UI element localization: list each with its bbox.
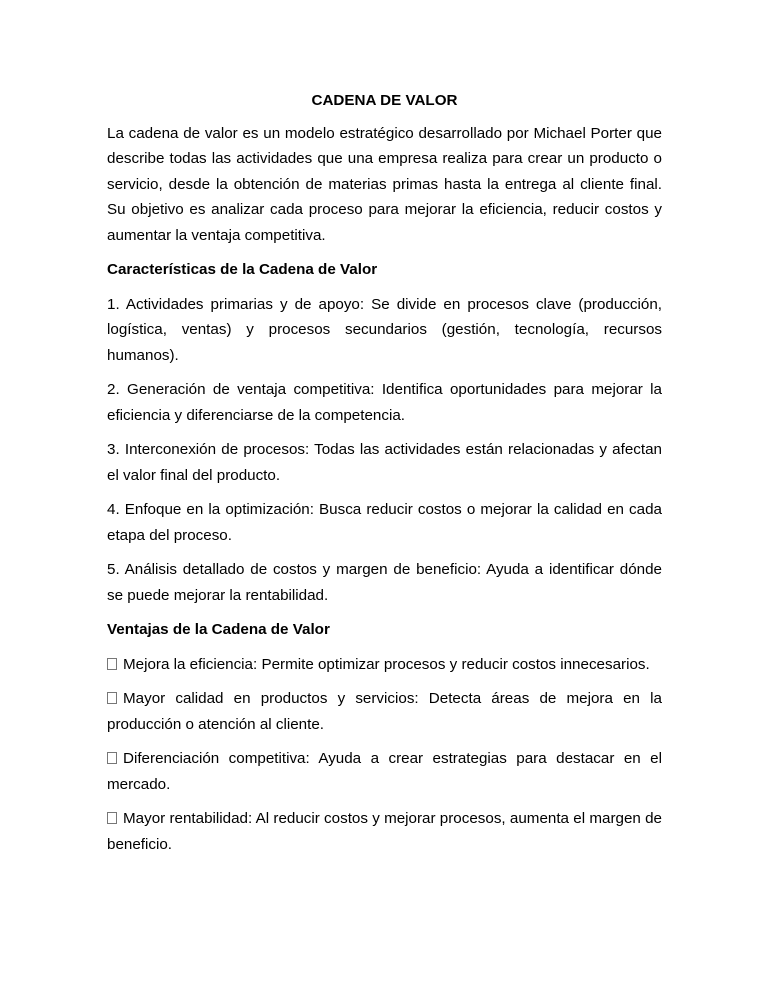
advantage-item [107,652,662,678]
document-title: CADENA DE VALOR [311,92,458,109]
missing-glyph-box-icon [107,658,117,670]
missing-glyph-box-icon [107,752,117,764]
advantage-text: Diferenciación competitiva: Ayuda a crear estrategias para destacar en el mercado. [107,750,662,793]
advantage-text: Mayor calidad en productos y servicios: Detecta áreas de mejora en la producción o atención al cliente. [107,690,662,733]
characteristic-item: 4. Enfoque en la optimización: Busca reducir costos o mejorar la calidad en cada etapa del proceso. [107,501,662,544]
advantage-item [107,746,662,797]
advantage-item [107,806,662,857]
characteristic-item: 2. Generación de ventaja competitiva: Identifica oportunidades para mejorar la eficiencia y diferenciarse de la competencia. [107,381,662,424]
characteristic-item: 1. Actividades primarias y de apoyo: Se divide en procesos clave (producción, logística, ventas) y procesos secundarios (gestión, tecnología, recursos humanos). [107,295,662,364]
missing-glyph-box-icon [107,692,117,704]
advantage-text: Mayor rentabilidad: Al reducir costos y mejorar procesos, aumenta el margen de beneficio. [107,810,662,853]
missing-glyph-box-icon [107,812,117,824]
intro-paragraph: La cadena de valor es un modelo estratégico desarrollado por Michael Porter que describe todas las actividades que una empresa realiza para crear un producto o servicio, desde la obtención de materias primas hasta la entrega al cliente final. Su objetivo es analizar cada proceso para mejorar la eficiencia, reducir costos y aumentar la ventaja competitiva. [107,124,662,244]
characteristics-heading: Características de la Cadena de Valor [107,261,378,278]
characteristic-item: 3. Interconexión de procesos: Todas las actividades están relacionadas y afectan el valor final del producto. [107,441,662,484]
characteristic-item: 5. Análisis detallado de costos y margen de beneficio: Ayuda a identificar dónde se puede mejorar la rentabilidad. [107,561,662,604]
advantage-text: Mejora la eficiencia: Permite optimizar procesos y reducir costos innecesarios. [123,655,650,673]
document-body [107,88,662,866]
advantages-heading: Ventajas de la Cadena de Valor [107,621,330,638]
advantage-item [107,686,662,737]
